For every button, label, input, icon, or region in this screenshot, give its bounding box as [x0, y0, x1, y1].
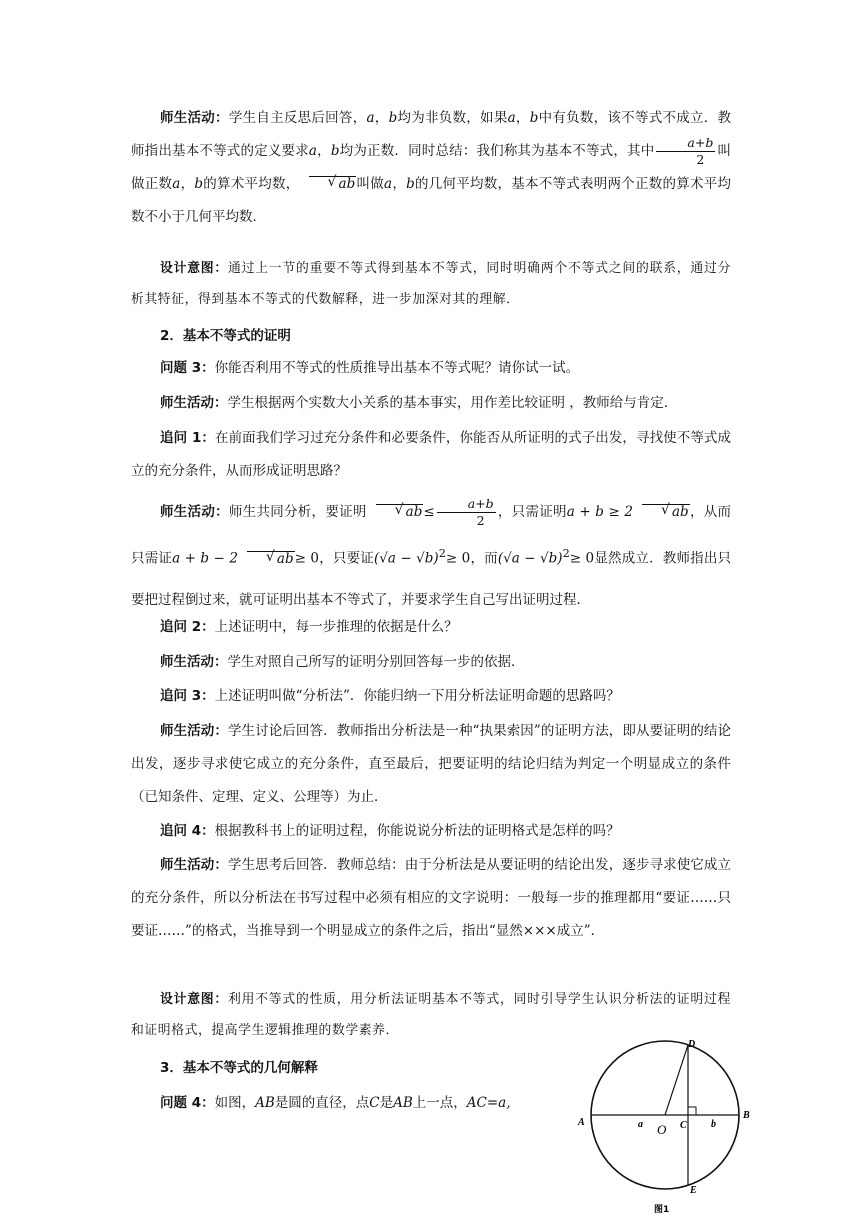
denominator: 2 [476, 513, 485, 528]
numerator: a+b [656, 135, 715, 152]
text: 叫做正数 [131, 143, 732, 192]
question-3 [131, 352, 731, 385]
follow-up-4 [131, 815, 731, 848]
var: b [388, 110, 398, 126]
label-b: b [711, 1119, 716, 1130]
text: 在前面我们学习过充分条件和必要条件，你能否从所证明的式子出发，寻找使不等式成立的充分条件，从而形成证明思路？ [131, 430, 731, 479]
var: a [308, 143, 317, 159]
text: ， [316, 143, 331, 159]
label: 师生活动： [160, 504, 229, 520]
text: 师生共同分析，要证明 [228, 504, 367, 520]
text: ，从而只需证 [131, 504, 732, 567]
follow-up-1 [131, 422, 731, 488]
fraction [437, 496, 496, 529]
op: ≥ 0 [445, 550, 471, 567]
label: 师生活动： [160, 395, 228, 411]
text: 学生思考后回答．教师总结：由于分析法是从要证明的结论出发，逐步寻求使它成立的充分条件，所以分析法在书写过程中必须有相应的文字说明：一般每一步的推理都用“要证……只要证……”的格式，当推导到一个明显成立的条件之后，指出“显然×××成立”． [131, 857, 732, 939]
text: 根据教科书上的证明过程，你能说说分析法的证明格式是怎样的吗？ [214, 823, 620, 839]
var: a [384, 176, 393, 192]
follow-up-2 [131, 611, 731, 644]
expr: a + b − 2 [172, 550, 238, 567]
text: 通过上一节的重要不等式得到基本不等式，同时明确两个不等式之间的联系，通过分析其特征，得到基本不等式的代数解释，进一步加深对其的理解． [131, 261, 731, 307]
label: 追问 1： [160, 430, 215, 446]
text: ， [515, 110, 530, 126]
text: 利用不等式的性质，用分析法证明基本不等式，同时引导学生认识分析法的证明过程和证明格式，提高学生逻辑推理的数学素养． [131, 992, 731, 1038]
expr: (√a − √b) [373, 550, 439, 567]
op: ≥ 0 [294, 550, 320, 567]
teacher-student-activity-5 [131, 715, 731, 814]
label-a: a [638, 1119, 643, 1130]
sqrt: √ ab [247, 551, 295, 566]
var: a [366, 110, 375, 126]
label: 追问 3： [160, 688, 215, 704]
figure-caption: 图1 [654, 1205, 670, 1215]
var: AB [393, 1095, 413, 1111]
text: 的算术平均数， [203, 176, 300, 192]
label: 问题 4： [160, 1095, 215, 1111]
op: ≥ 0 [569, 550, 595, 567]
denominator: 2 [696, 152, 705, 167]
var: C [369, 1095, 380, 1111]
label: 设计意图： [160, 261, 228, 276]
var: b [194, 176, 203, 192]
expr: (√a − √b) [497, 550, 563, 567]
section-3-title: 3．基本不等式的几何解释 [160, 1060, 318, 1076]
teacher-student-activity-3 [131, 492, 731, 621]
label-B: B [743, 1110, 750, 1121]
label: 追问 2： [160, 619, 215, 635]
text: ，只需证明 [497, 504, 567, 520]
label: 追问 4： [160, 823, 215, 839]
text: 如图， [214, 1095, 256, 1111]
text: ， [180, 176, 195, 192]
follow-up-3 [131, 680, 731, 713]
sqrt: √ ab [376, 504, 424, 519]
text: 上述证明叫做“分析法”．你能归纳一下用分析法证明命题的思路吗？ [214, 688, 620, 704]
text: 学生自主反思后回答， [228, 110, 367, 126]
label: 设计意图： [160, 992, 228, 1007]
var: b [529, 110, 539, 126]
text: 是 [379, 1095, 394, 1111]
sqrt: √ ab [642, 504, 690, 519]
var: AC=a, [466, 1095, 511, 1111]
text: 学生讨论后回答．教师指出分析法是一种“执果索因”的证明方法，即从要证明的结论出发，逐步寻求使它成立的充分条件，直至最后，把要证明的结论归结为判定一个明显成立的条件（已知条件、定理、定义、公理等）为止． [131, 723, 732, 805]
sqrt: √ ab [309, 176, 357, 191]
var: b [330, 143, 340, 159]
teacher-student-activity-4 [131, 646, 731, 679]
teacher-student-activity-1 [131, 102, 731, 234]
label-D: D [688, 1039, 696, 1050]
section-2-title: 2．基本不等式的证明 [160, 328, 291, 344]
text: 显然成立．教师指出只要把过程倒过来，就可证明出基本不等式了，并要求学生自己写出证明过程． [131, 550, 732, 608]
expr: a + b ≥ 2 [566, 504, 633, 520]
text: 学生根据两个实数大小关系的基本事实，用作差比较证明 ，教师给与肯定． [227, 395, 678, 411]
label-C: C [680, 1120, 687, 1131]
var: a [172, 176, 181, 192]
label: 师生活动： [160, 723, 228, 739]
text: ，只要证 [319, 550, 374, 567]
text: ，而 [470, 550, 498, 567]
right-angle-mark [688, 1107, 696, 1115]
text: 均为正数．同时总结：我们称其为基本不等式，其中 [339, 143, 655, 159]
text: 上述证明中，每一步推理的依据是什么？ [214, 619, 458, 635]
label: 师生活动： [160, 110, 229, 126]
text: 均为非负数，如果 [397, 110, 508, 126]
label: 师生活动： [160, 857, 228, 873]
fraction [656, 135, 715, 168]
text: ， [392, 176, 407, 192]
exponent: 2 [562, 547, 570, 560]
text: 你能否利用不等式的性质推导出基本不等式呢？请你试一试。 [214, 360, 580, 376]
op: ≤ [423, 504, 435, 520]
teacher-student-activity-6 [131, 849, 731, 948]
exponent: 2 [438, 547, 446, 560]
text: 学生对照自己所写的证明分别回答每一步的依据． [227, 654, 525, 670]
question-4 [131, 1087, 561, 1120]
numerator: a+b [437, 496, 496, 513]
label-E: E [690, 1185, 697, 1196]
radius-OD [665, 1045, 688, 1115]
text: 中有负数，该不等式不成立．教师指出基本不等式的定义要求 [131, 110, 732, 159]
var: AB [255, 1095, 275, 1111]
var: b [406, 176, 415, 192]
label-A: A [578, 1117, 585, 1128]
label: 问题 3： [160, 360, 215, 376]
text: 是圆的直径，点 [274, 1095, 370, 1111]
text: 叫做 [356, 176, 384, 192]
text: 上一点， [412, 1095, 467, 1111]
text: ， [374, 110, 389, 126]
text: 的几何平均数，基本不等式表明两个正数的算术平均数不小于几何平均数． [131, 176, 732, 225]
design-intent-1 [131, 253, 731, 315]
var: a [507, 110, 516, 126]
label-O: O [657, 1122, 667, 1137]
circle-diagram [570, 1036, 780, 1216]
label: 师生活动： [160, 654, 228, 670]
teacher-student-activity-2 [131, 387, 731, 420]
